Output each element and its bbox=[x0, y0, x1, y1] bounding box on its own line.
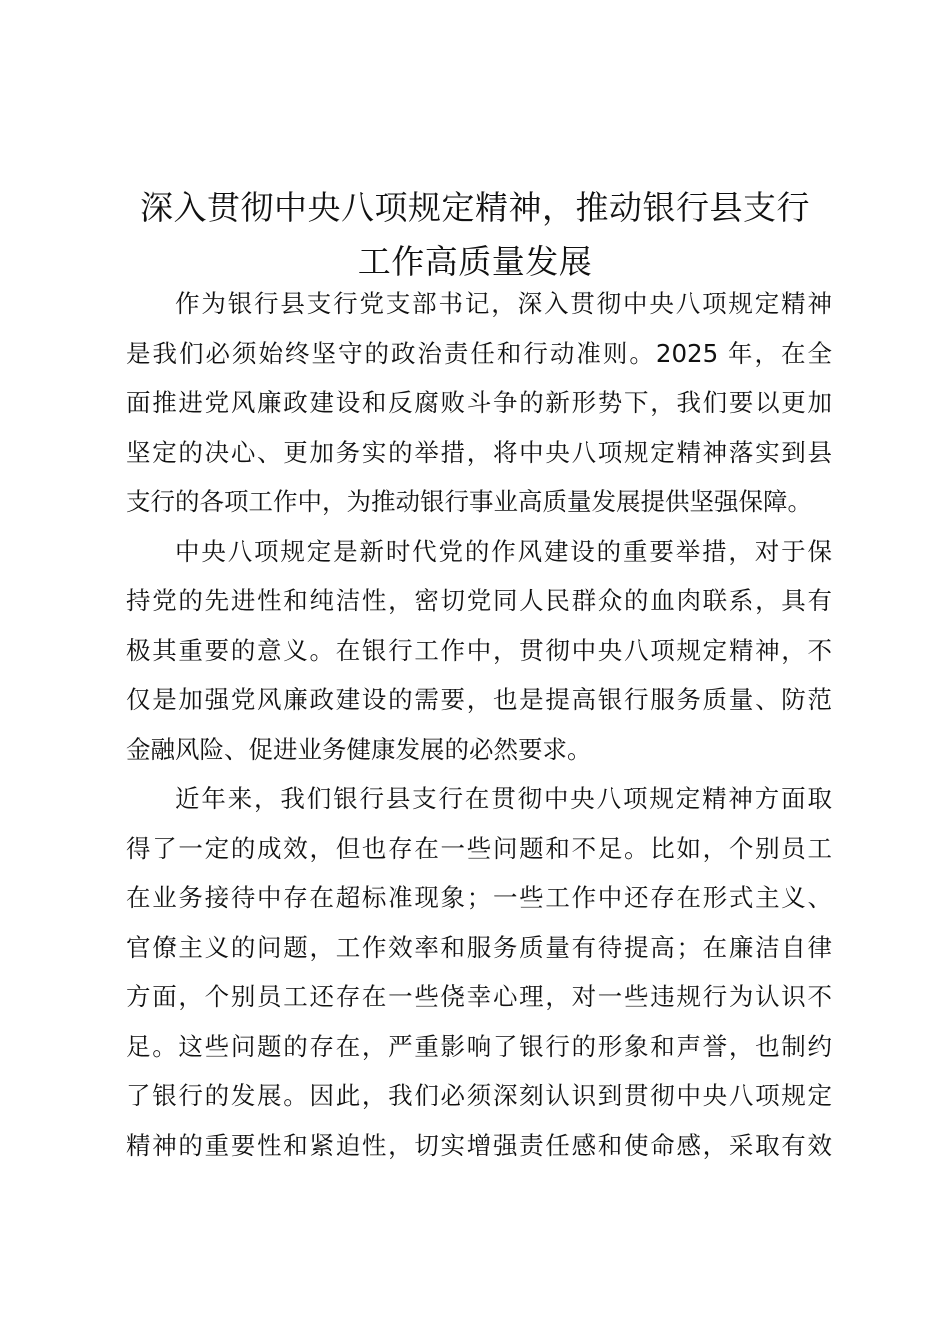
paragraph-3 bbox=[126, 774, 832, 1170]
text-line: 支行的各项工作中，为推动银行事业高质量发展提供坚强保障。 bbox=[126, 487, 812, 516]
text-line: 了银行的发展。因此，我们必须深刻认识到贯彻中央八项规定 bbox=[126, 1081, 832, 1110]
document-title bbox=[100, 181, 850, 289]
text-line: 方面，个别员工还存在一些侥幸心理，对一些违规行为认识不 bbox=[126, 982, 832, 1011]
text-line: 足。这些问题的存在，严重影响了银行的形象和声誉，也制约 bbox=[126, 1031, 832, 1061]
paragraph-1 bbox=[126, 279, 832, 527]
document-body bbox=[126, 279, 832, 1170]
title-line: 工作高质量发展 bbox=[357, 242, 593, 281]
paragraph-2 bbox=[126, 527, 832, 775]
text-line: 金融风险、促进业务健康发展的必然要求。 bbox=[126, 734, 592, 764]
text-line: 作为银行县支行党支部书记，深入贯彻中央八项规定精神 bbox=[175, 289, 832, 318]
text-line: 极其重要的意义。在银行工作中，贯彻中央八项规定精神，不 bbox=[126, 635, 832, 665]
text-line: 中央八项规定是新时代党的作风建设的重要举措，对于保 bbox=[175, 536, 832, 566]
text-line: 持党的先进性和纯洁性，密切党同人民群众的血肉联系，具有 bbox=[126, 586, 832, 615]
text-line: 是我们必须始终坚守的政治责任和行动准则。2025 年，在全 bbox=[126, 338, 832, 368]
text-line: 得了一定的成效，但也存在一些问题和不足。比如，个别员工 bbox=[126, 833, 832, 863]
text-line: 精神的重要性和紧迫性，切实增强责任感和使命感，采取有效 bbox=[126, 1130, 832, 1160]
text-line: 坚定的决心、更加务实的举措，将中央八项规定精神落实到县 bbox=[126, 437, 832, 467]
text-line: 近年来，我们银行县支行在贯彻中央八项规定精神方面取 bbox=[175, 784, 832, 813]
text-line: 面推进党风廉政建设和反腐败斗争的新形势下，我们要以更加 bbox=[126, 388, 832, 417]
text-line: 在业务接待中存在超标准现象；一些工作中还存在形式主义、 bbox=[126, 883, 832, 912]
title-line: 深入贯彻中央八项规定精神，推动银行县支行 bbox=[140, 188, 810, 227]
text-line: 官僚主义的问题，工作效率和服务质量有待提高；在廉洁自律 bbox=[126, 932, 832, 962]
text-line: 仅是加强党风廉政建设的需要，也是提高银行服务质量、防范 bbox=[126, 685, 832, 714]
